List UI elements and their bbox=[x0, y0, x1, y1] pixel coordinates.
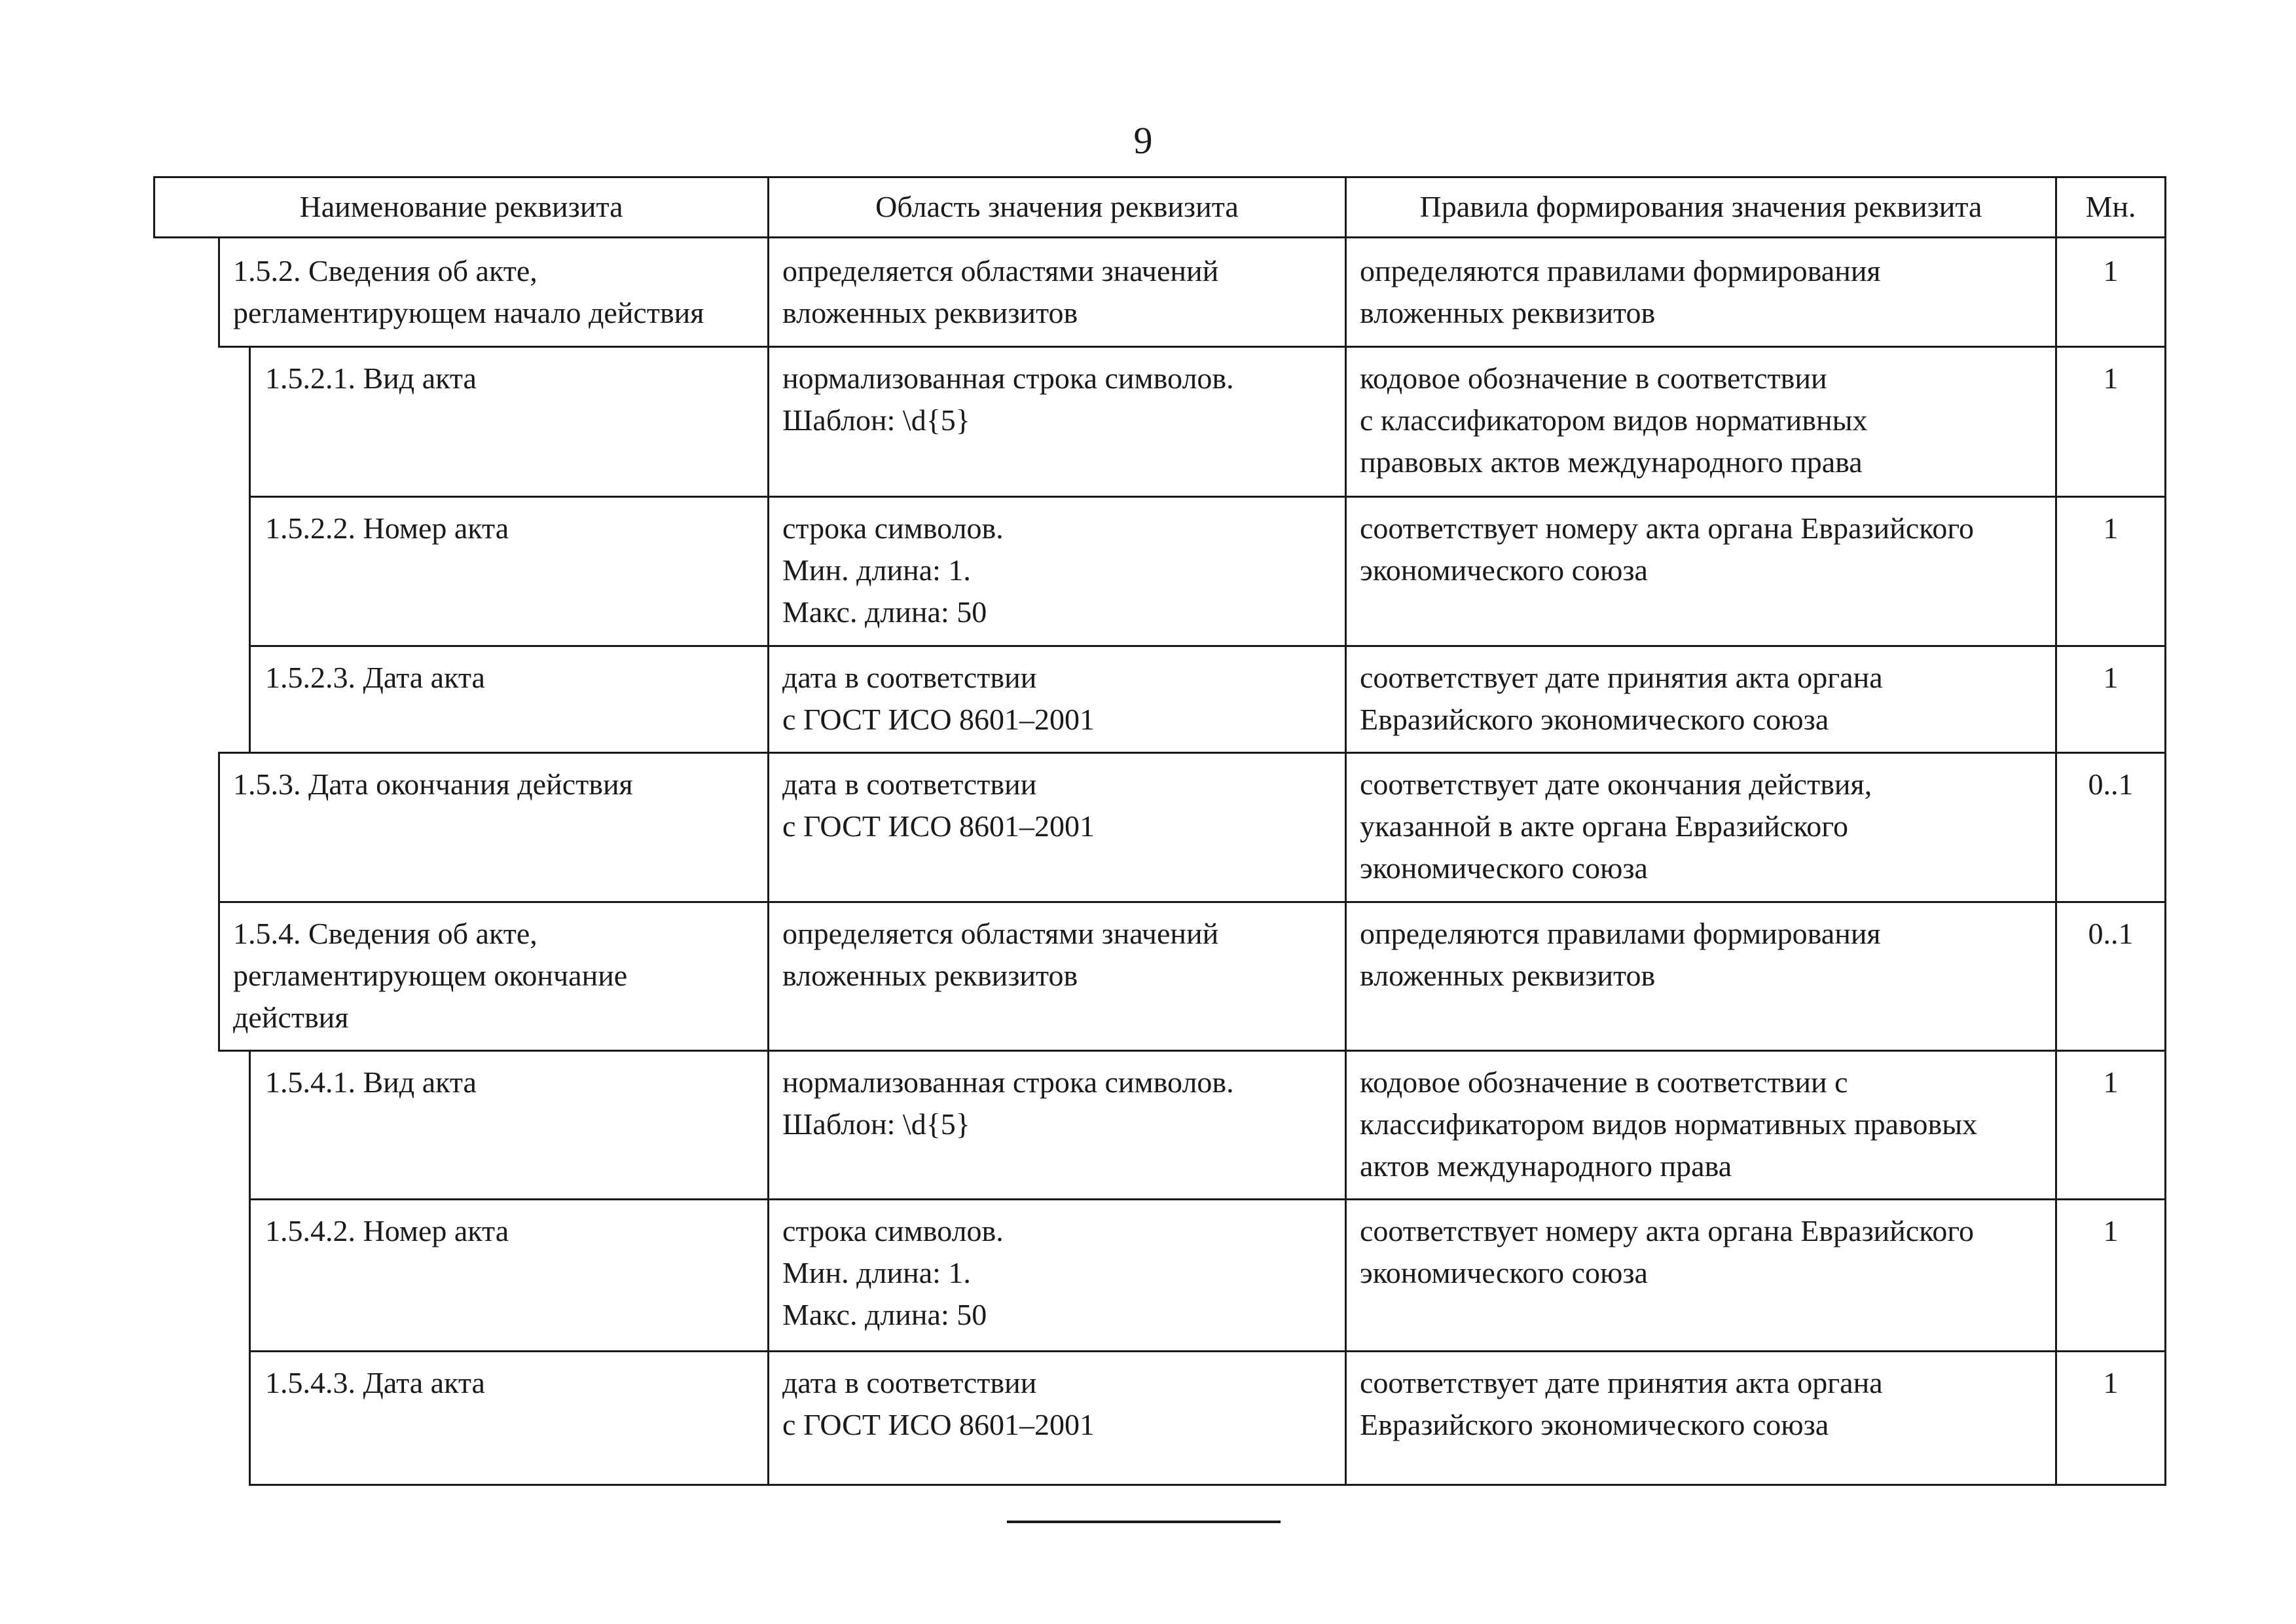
row-1-5-4-3-rules: соответствует дате принятия акта органа Евразийского экономического союза bbox=[1360, 1366, 1883, 1441]
row-1-5-2-2-domain: строка символов. Мин. длина: 1. Макс. длина: 50 bbox=[782, 511, 1004, 629]
row-1-5-4-rules: определяются правилами формирования вложенных реквизитов bbox=[1360, 917, 1881, 992]
table-border bbox=[218, 901, 2166, 903]
table-border bbox=[153, 176, 2166, 178]
row-1-5-4-name: 1.5.4. Сведения об акте, регламентирующем окончание действия bbox=[233, 917, 628, 1034]
row-1-5-4-2-name: 1.5.4.2. Номер акта bbox=[265, 1214, 509, 1247]
table-border bbox=[1345, 176, 1347, 1486]
row-1-5-4-1-domain: нормализованная строка символов. Шаблон: \d{5} bbox=[782, 1065, 1234, 1141]
header-multiplicity: Мн. bbox=[2085, 190, 2136, 223]
row-1-5-3-name: 1.5.3. Дата окончания действия bbox=[233, 767, 633, 801]
row-1-5-2-rules: определяются правилами формирования вложенных реквизитов bbox=[1360, 254, 1881, 329]
row-1-5-2-1-rules: кодовое обозначение в соответствии с классификатором видов нормативных правовых актов международного права bbox=[1360, 361, 1868, 479]
table-border bbox=[153, 236, 2166, 238]
row-1-5-4-mult: 0..1 bbox=[2088, 917, 2134, 950]
row-1-5-3-domain: дата в соответствии с ГОСТ ИСО 8601–2001 bbox=[782, 767, 1095, 843]
header-name: Наименование реквизита bbox=[299, 190, 623, 223]
row-1-5-2-3-mult: 1 bbox=[2103, 661, 2119, 694]
header-domain: Область значения реквизита bbox=[875, 190, 1239, 223]
table-border bbox=[218, 236, 220, 348]
row-1-5-4-2-rules: соответствует номеру акта органа Евразийского экономического союза bbox=[1360, 1214, 1975, 1289]
row-1-5-2-1-mult: 1 bbox=[2103, 361, 2119, 395]
row-1-5-4-domain: определяется областями значений вложенных реквизитов bbox=[782, 917, 1219, 992]
row-1-5-4-1-rules: кодовое обозначение в соответствии с классификатором видов нормативных правовых актов международного права bbox=[1360, 1065, 1978, 1183]
row-1-5-2-1-name: 1.5.2.1. Вид акта bbox=[265, 361, 477, 395]
row-1-5-2-name: 1.5.2. Сведения об акте, регламентирующем начало действия bbox=[233, 254, 704, 329]
row-1-5-2-mult: 1 bbox=[2103, 254, 2119, 287]
row-1-5-2-3-rules: соответствует дате принятия акта органа Евразийского экономического союза bbox=[1360, 661, 1883, 736]
table-border bbox=[2164, 176, 2166, 1486]
row-1-5-2-1-domain: нормализованная строка символов. Шаблон: \d{5} bbox=[782, 361, 1234, 437]
row-1-5-2-domain: определяется областями значений вложенных реквизитов bbox=[782, 254, 1219, 329]
table-border bbox=[218, 752, 220, 1052]
table-border bbox=[218, 752, 2166, 754]
table-border bbox=[249, 346, 251, 754]
row-1-5-2-2-name: 1.5.2.2. Номер акта bbox=[265, 511, 509, 545]
row-1-5-2-2-mult: 1 bbox=[2103, 511, 2119, 545]
header-rules: Правила формирования значения реквизита bbox=[1419, 190, 1982, 223]
row-1-5-4-2-mult: 1 bbox=[2103, 1214, 2119, 1247]
row-1-5-4-2-domain: строка символов. Мин. длина: 1. Макс. длина: 50 bbox=[782, 1214, 1004, 1331]
row-1-5-3-mult: 0..1 bbox=[2088, 767, 2134, 801]
footer-rule bbox=[1007, 1521, 1281, 1523]
table-border bbox=[218, 346, 2166, 348]
row-1-5-4-3-mult: 1 bbox=[2103, 1366, 2119, 1399]
page-number: 9 bbox=[1133, 119, 1153, 162]
row-1-5-2-3-name: 1.5.2.3. Дата акта bbox=[265, 661, 485, 694]
table-border bbox=[249, 1350, 2166, 1352]
table-border bbox=[249, 1050, 251, 1486]
row-1-5-2-2-rules: соответствует номеру акта органа Евразийского экономического союза bbox=[1360, 511, 1975, 587]
table-border bbox=[249, 1484, 2166, 1486]
row-1-5-4-3-domain: дата в соответствии с ГОСТ ИСО 8601–2001 bbox=[782, 1366, 1095, 1441]
row-1-5-2-3-domain: дата в соответствии с ГОСТ ИСО 8601–2001 bbox=[782, 661, 1095, 736]
row-1-5-4-3-name: 1.5.4.3. Дата акта bbox=[265, 1366, 485, 1399]
row-1-5-4-1-mult: 1 bbox=[2103, 1065, 2119, 1099]
table-border bbox=[767, 176, 769, 1486]
row-1-5-4-1-name: 1.5.4.1. Вид акта bbox=[265, 1065, 477, 1099]
table-border bbox=[249, 1198, 2166, 1200]
table-border bbox=[218, 1050, 2166, 1052]
table-border bbox=[249, 645, 2166, 647]
row-1-5-3-rules: соответствует дате окончания действия, указанной в акте органа Евразийского экономического союза bbox=[1360, 767, 1872, 885]
table-border bbox=[249, 496, 2166, 498]
